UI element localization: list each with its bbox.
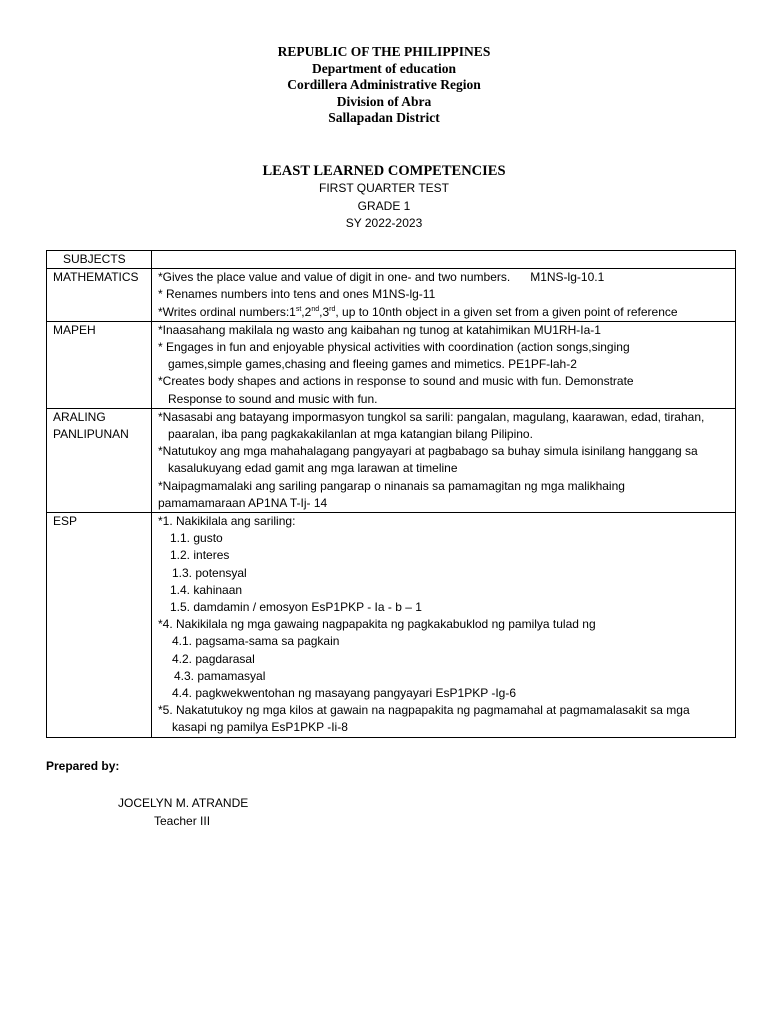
header-division: Division of Abra — [336, 93, 432, 109]
grade-label: GRADE 1 — [357, 198, 411, 213]
subject-araling-panlipunan: ARALING PANLIPUNAN — [47, 408, 152, 512]
competency-line: 1.2. interes — [170, 548, 230, 563]
table-row-mathematics — [47, 269, 736, 322]
competency-line: *5. Nakatutukoy ng mga kilos at gawain na nagpapakita ng pagmamahal at pagmamalasakit sa mga — [158, 703, 690, 718]
competency-code: M1NS-lg-10.1 — [530, 270, 605, 285]
competency-line: 4.4. pagkwekwentohan ng masayang pangyayari EsP1PKP -Ig-6 — [172, 686, 516, 701]
header-district: Sallapadan District — [328, 110, 440, 126]
document-title-block — [0, 162, 768, 233]
competency-line: paaralan, iba pang pagkakakilanlan at mga katangian bilang Pilipino. — [168, 427, 533, 442]
competencies-araling-panlipunan — [152, 408, 736, 512]
competencies-mathematics — [152, 269, 736, 322]
subjects-header: SUBJECTS — [47, 251, 152, 269]
table-row-esp — [47, 513, 736, 738]
competency-line: *Naipagmamalaki ang sariling pangarap o ninanais sa pamamagitan ng mga malikhaing — [158, 478, 625, 493]
competency-line: * Engages in fun and enjoyable physical activities with coordination (action songs,singing — [158, 340, 630, 355]
competency-line: *Natutukoy ang mga mahahalagang pangyayari at pagbabago sa buhay simula isinilang hanggang sa — [158, 444, 698, 459]
document-title: LEAST LEARNED COMPETENCIES — [262, 163, 506, 179]
competencies-header-cell — [152, 251, 736, 269]
competency-line: 4.2. pagdarasal — [172, 651, 255, 666]
competencies-esp — [152, 513, 736, 738]
preparer-position: Teacher III — [154, 814, 211, 828]
competency-line: kasapi ng pamilya EsP1PKP -Ii-8 — [172, 720, 348, 735]
header-department: Department of education — [312, 60, 456, 76]
document-header — [0, 44, 768, 127]
competency-line: Response to sound and music with fun. — [168, 391, 378, 406]
school-year-label: SY 2022-2023 — [345, 216, 423, 231]
header-republic: REPUBLIC OF THE PHILIPPINES — [277, 44, 491, 59]
competencies-mapeh — [152, 321, 736, 408]
competency-line: *4. Nakikilala ng mga gawaing nagpapakita ng pagkakabuklod ng pamilya tulad ng — [158, 617, 596, 632]
quarter-label: FIRST QUARTER TEST — [318, 181, 450, 195]
competency-line: * Renames numbers into tens and ones M1NS-lg-11 — [158, 287, 436, 302]
competency-line: 4.1. pagsama-sama sa pagkain — [172, 634, 340, 649]
competencies-table — [46, 250, 736, 738]
competency-line: *Inaasahang makilala ng wasto ang kaibahan ng tunog at katahimikan MU1RH-Ia-1 — [158, 322, 601, 337]
preparer-block — [118, 794, 248, 830]
competency-line: *Nasasabi ang batayang impormasyon tungkol sa sarili: pangalan, magulang, kaarawan, edad, tirahan, — [158, 409, 705, 424]
competency-line: 1.5. damdamin / emosyon EsP1PKP - Ia - b – 1 — [170, 600, 422, 615]
competency-line: kasalukuyang edad gamit ang mga larawan at timeline — [168, 461, 458, 476]
subject-mapeh: MAPEH — [47, 321, 152, 408]
competency-line: 1.4. kahinaan — [170, 582, 243, 597]
competency-line: games,simple games,chasing and fleeing games and mimetics. PE1PF-lah-2 — [168, 357, 577, 372]
competency-line: *Writes ordinal numbers:1st,2nd,3rd, up to 10nth object in a given set from a given point of reference — [158, 304, 678, 319]
competency-line: pamamamaraan AP1NA T-Ij- 14 — [158, 495, 328, 510]
table-row-mapeh — [47, 321, 736, 408]
competency-line: 1.3. potensyal — [172, 565, 247, 580]
subject-esp: ESP — [47, 513, 152, 738]
header-region: Cordillera Administrative Region — [287, 77, 481, 93]
competency-line: *Creates body shapes and actions in response to sound and music with fun. Demonstrate — [158, 374, 634, 389]
competency-line: 1.1. gusto — [170, 531, 223, 546]
preparer-name: JOCELYN M. ATRANDE — [118, 796, 249, 810]
subject-mathematics: MATHEMATICS — [47, 269, 152, 322]
table-header-row — [47, 251, 736, 269]
prepared-by-label: Prepared by: — [46, 759, 120, 773]
competency-line: *1. Nakikilala ang sariling: — [158, 514, 296, 529]
competency-line: 4.3. pamamasyal — [174, 668, 266, 683]
competency-line: *Gives the place value and value of digit in one- and two numbers. M1NS-lg-10.1 — [158, 270, 605, 285]
table-row-araling-panlipunan — [47, 408, 736, 512]
